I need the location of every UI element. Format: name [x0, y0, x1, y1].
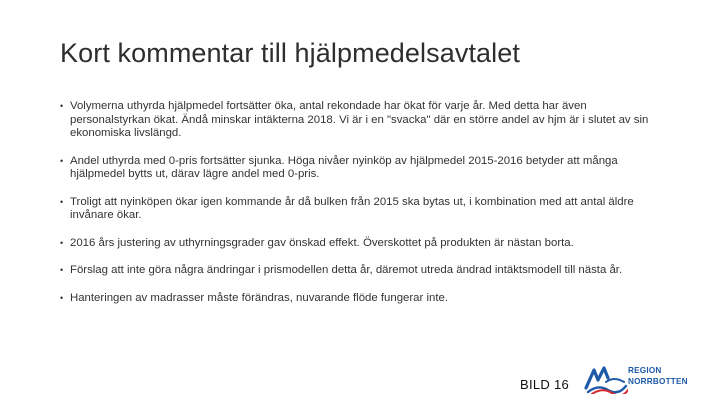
- slide-number: BILD 16: [520, 377, 570, 392]
- logo-line-region: REGION: [628, 366, 662, 375]
- bullet-item: • Hanteringen av madrasser måste förändras, nuvarande flöde fungerar inte.: [60, 292, 670, 306]
- region-norrbotten-wave-logo-icon: [584, 362, 628, 394]
- bullet-item: • Troligt att nyinköpen ökar igen kommande år då bulken från 2015 ska bytas ut, i kombination med att antal äldre invånare ökar.: [60, 196, 670, 223]
- bullet-list: [60, 100, 670, 319]
- logo-text: [628, 365, 688, 387]
- bullet-item: • 2016 års justering av uthyrningsgrader gav önskad effekt. Överskottet på produkten är nästan borta.: [60, 237, 670, 251]
- logo-line-norrbotten: NORRBOTTEN: [628, 377, 688, 386]
- bullet-item: • Förslag att inte göra några ändringar i prismodellen detta år, däremot utreda ändrad intäktsmodell till nästa år.: [60, 264, 670, 278]
- bullet-item: • Volymerna uthyrda hjälpmedel fortsätter öka, antal rekondade har ökat för varje år. Med detta har även personalstyrkan ökat. Ändå minskar intäkterna 2018. Vi är i en "svacka" där en större andel av hjm är i slutet av sin ekonomiska livslängd.: [60, 100, 670, 141]
- region-norrbotten-logo: [584, 362, 714, 394]
- bullet-item: • Andel uthyrda med 0-pris fortsätter sjunka. Höga nivåer nyinköp av hjälpmedel 2015-2016 betyder att många hjälpmedel bytts ut, därav lägre andel med 0-pris.: [60, 155, 670, 182]
- slide-title: Kort kommentar till hjälpmedelsavtalet: [60, 38, 520, 68]
